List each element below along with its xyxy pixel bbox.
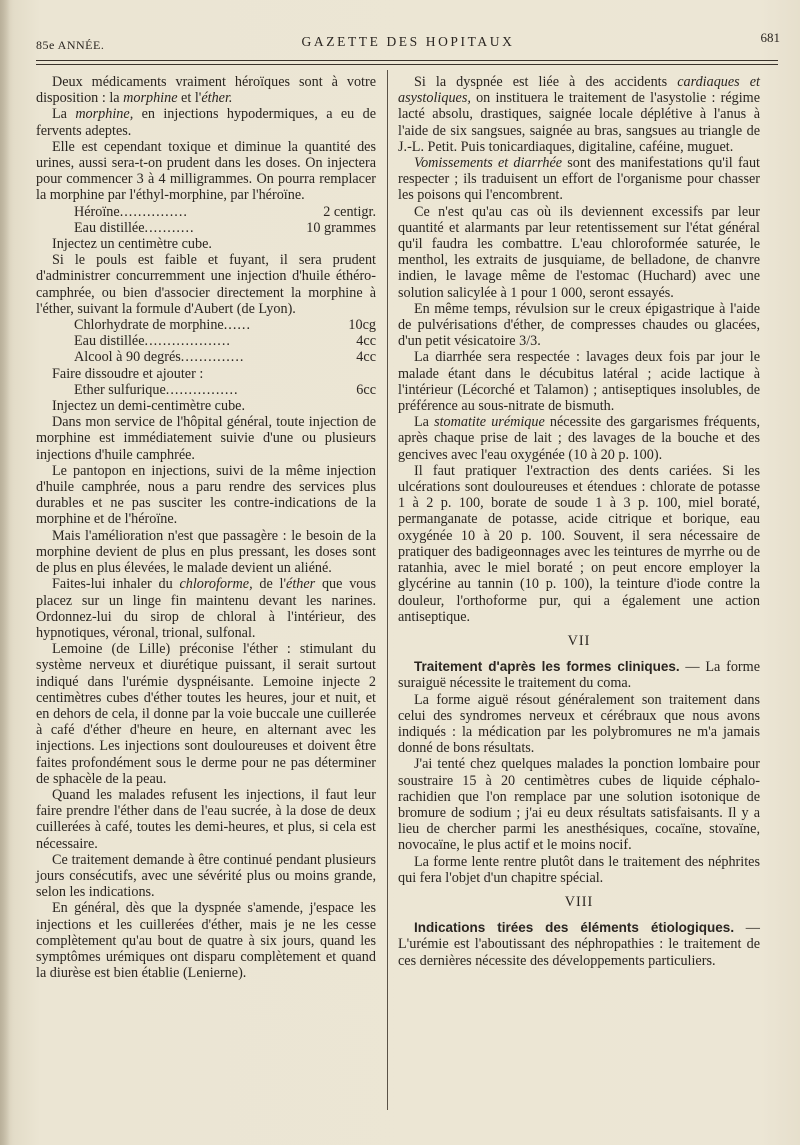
prescription-line: Chlorhydrate de morphine ...... 10cg <box>74 317 376 334</box>
paragraph: Quand les malades refusent les injections, il faut leur faire prendre l'éther dans de l'eau sucrée, à la dose de deux cuillerées à café, toutes les demi-heures, et plus, si cela est nécessaire. <box>36 786 376 852</box>
paragraph: Deux médicaments vraiment héroïques sont à votre disposition : la morphine et l'éther. <box>36 74 376 107</box>
paragraph: Elle est cependant toxique et diminue la quantité des urines, aussi sera-t-on prudent dans les doses. On injectera pour commencer 3 à 4 milligrammes. On pourra remplacer la morphine par l'éthyl-morphine, par l'héroïne. <box>36 138 376 204</box>
paragraph: Il faut pratiquer l'extraction des dents cariées. Si les ulcérations sont douloureuses et étendues : chlorate de potasse 1 à 2 p. 100, borate de soude 1 à 3 p. 100, miel boraté, permanganate de potasse, acide citrique et borique, eau oxygénée 10 à 20 p. 100. Souvent, il sera nécessaire de pratiquer des badigeonnages avec les teintures de myrrhe ou de ratanhia, avec le miel boraté ; on peut encore employer la glycérine au tannin (10 p. 100), la teinture d'iode contre la douleur, l'orthoforme pur, qui a également une action antiseptique. <box>398 462 760 625</box>
paragraph: Dans mon service de l'hôpital général, toute injection de morphine est immédiatement suivie d'une ou plusieurs injections d'huile camphrée. <box>36 414 376 463</box>
paragraph: Injectez un centimètre cube. <box>52 236 212 253</box>
paragraph: Mais l'amélioration n'est que passagère : le besoin de la morphine devient de plus en plus pressant, les doses sont de plus en plus élevées, le malade devient un aliéné. <box>36 527 376 577</box>
paragraph: J'ai tenté chez quelques malades la ponction lombaire pour soustraire 15 à 20 centimètres cubes de liquide céphalo-rachidien que l'on remplace par une solution isotonique de bromure de sodium ; j'ai eu deux résultats satisfaisants. Il y a lieu de chercher parmi les anesthésiques, cocaïne, stovaïne, novocaïne, le plus actif et le moins nocif. <box>398 756 760 854</box>
paragraph: Injectez un demi-centimètre cube. <box>52 398 246 415</box>
prescription-heroine <box>36 204 376 236</box>
prescription-line: Héroïne ............... 2 centigr. <box>74 203 376 220</box>
paragraph: En même temps, révulsion sur le creux épigastrique à l'aide de pulvérisations d'éther, de compresses chaudes ou glacées, d'un petit vésicatoire 3/3. <box>398 300 760 350</box>
paragraph: La morphine, en injections hypodermiques, a eu de fervents adeptes. <box>36 106 376 139</box>
paragraph: Faites-lui inhaler du chloroforme, de l'éther que vous placez sur un linge fin maintenu devant les narines. Ordonnez-lui du sirop de chloral à l'intérieur, des hypnotiques, véronal, trional, sulfonal. <box>36 576 377 641</box>
paragraph: Faire dissoudre et ajouter : <box>52 365 204 382</box>
paragraph: Si la dyspnée est liée à des accidents cardiaques et asystoliques, on instituera le traitement de l'asystolie : régime lacté absolu, drastiques, saignée locale déplétive à l'anus à l'aide de six sangsues, saignée au bras, sangsues au triangle de J.-L. Petit. Puis tonicardiaques, digitaline, caféine, muguet. <box>398 74 760 155</box>
right-column <box>398 74 760 969</box>
page-fold-shadow <box>0 0 10 1145</box>
section-title: Traitement d'après les formes cliniques. <box>414 659 680 675</box>
prescription-line: Alcool à 90 degrés .............. 4cc <box>74 349 376 366</box>
header-rule-thin <box>36 64 778 65</box>
paragraph: Ce n'est qu'au cas où ils deviennent excessifs par leur quantité et alarmants par leur retentissement sur l'état général qu'il faudra les combattre. L'eau chloroformée saturée, le menthol, les extraits de jusquiame, de belladone, de chanvre indien, le lavage même de l'estomac (Huchard) avec une solution salicylée à 1 pour 1 000, seront essayés. <box>398 203 760 301</box>
paragraph: La forme aiguë résout généralement son traitement dans celui des syndromes nerveux et cérébraux que nous avons indiqués : la médication par les polybromures ne m'a jamais donné de bons résultats. <box>398 691 760 757</box>
paragraph: Le pantopon en injections, suivi de la même injection d'huile camphrée, nous a paru rendre des services plus durables et ne pas susciter les contre-indications de la morphine et de l'héroïne. <box>36 462 376 528</box>
paragraph: Lemoine (de Lille) préconise l'éther : stimulant du système nerveux et diurétique puissant, il serait surtout indiqué dans l'urémie dyspnéisante. Lemoine injecte 2 centimètres cubes d'éther toutes les heures, jour et nuit, et en dehors de cela, il donne par la voie buccale une cuillerée à café d'éther d'heure en heure, en alternant avec les injections. Les injections sont douloureuses et doivent être faites profondément sous le derme pour ne pas déterminer de sphacèle de la peau. <box>36 641 376 787</box>
column-divider <box>387 70 388 1110</box>
volume-label: 85e ANNÉE. <box>36 38 105 52</box>
paragraph: Vomissements et diarrhée sont des manifestations qu'il faut respecter ; ils traduisent un effort de l'organisme pour chasser les poisons qui l'encombrent. <box>398 155 760 204</box>
page-number: 681 <box>760 30 780 45</box>
prescription-aubert <box>36 317 376 366</box>
left-column <box>36 74 376 981</box>
prescription-line: Ether sulfurique ................ 6cc <box>74 381 376 398</box>
header-rule-thick <box>36 60 778 61</box>
journal-title: GAZETTE DES HOPITAUX <box>301 34 515 49</box>
section-title: Indications tirées des éléments étiologiques. <box>414 920 735 936</box>
prescription-line: Eau distillée ........... 10 grammes <box>74 219 376 236</box>
section-heading-viii: VIII <box>564 893 594 910</box>
prescription-line: Eau distillée ................... 4cc <box>74 333 376 350</box>
paragraph: Traitement d'après les formes cliniques. — La forme suraiguë nécessite le traitement du coma. <box>398 659 760 692</box>
paragraph: Indications tirées des éléments étiologiques. — L'urémie est l'aboutissant des néphropathies : le traitement de ces dernières nécessite des développements particuliers. <box>398 920 760 969</box>
paragraph: La stomatite urémique nécessite des gargarismes fréquents, après chaque prise de lait ; des lavages de la bouche et des gencives avec l'eau oxygénée (10 à 20 p. 100). <box>398 414 760 463</box>
paragraph: La diarrhée sera respectée : lavages deux fois par jour le malade étant dans le décubitus latéral ; acide lactique à l'intérieur (Lécorché et Talamon) ; antiseptiques insolubles, de préférence au sous-nitrate de bismuth. <box>398 349 760 415</box>
paragraph: Ce traitement demande à être continué pendant plusieurs jours consécutifs, avec une sévérité plus ou moins grande, selon les indications. <box>36 851 376 901</box>
paragraph: La forme lente rentre plutôt dans le traitement des néphrites qui fera l'objet d'un chapitre spécial. <box>398 853 760 886</box>
section-heading-vii: VII <box>567 632 591 649</box>
paragraph: En général, dès que la dyspnée s'amende, j'espace les injections et les cuillerées d'éther, mais je ne les cesse complètement qu'au bout de quatre à six jours, quand les symptômes urémiques ont disparu complètement et quand la diurèse est bien établie (Lenierne). <box>36 900 376 982</box>
paragraph: Si le pouls est faible et fuyant, il sera prudent d'administrer concurremment une injection d'huile éthéro-camphrée, ou bien d'associer directement la morphine à l'éther, suivant la formule d'Aubert (de Lyon). <box>36 252 376 317</box>
page-header <box>36 30 780 52</box>
